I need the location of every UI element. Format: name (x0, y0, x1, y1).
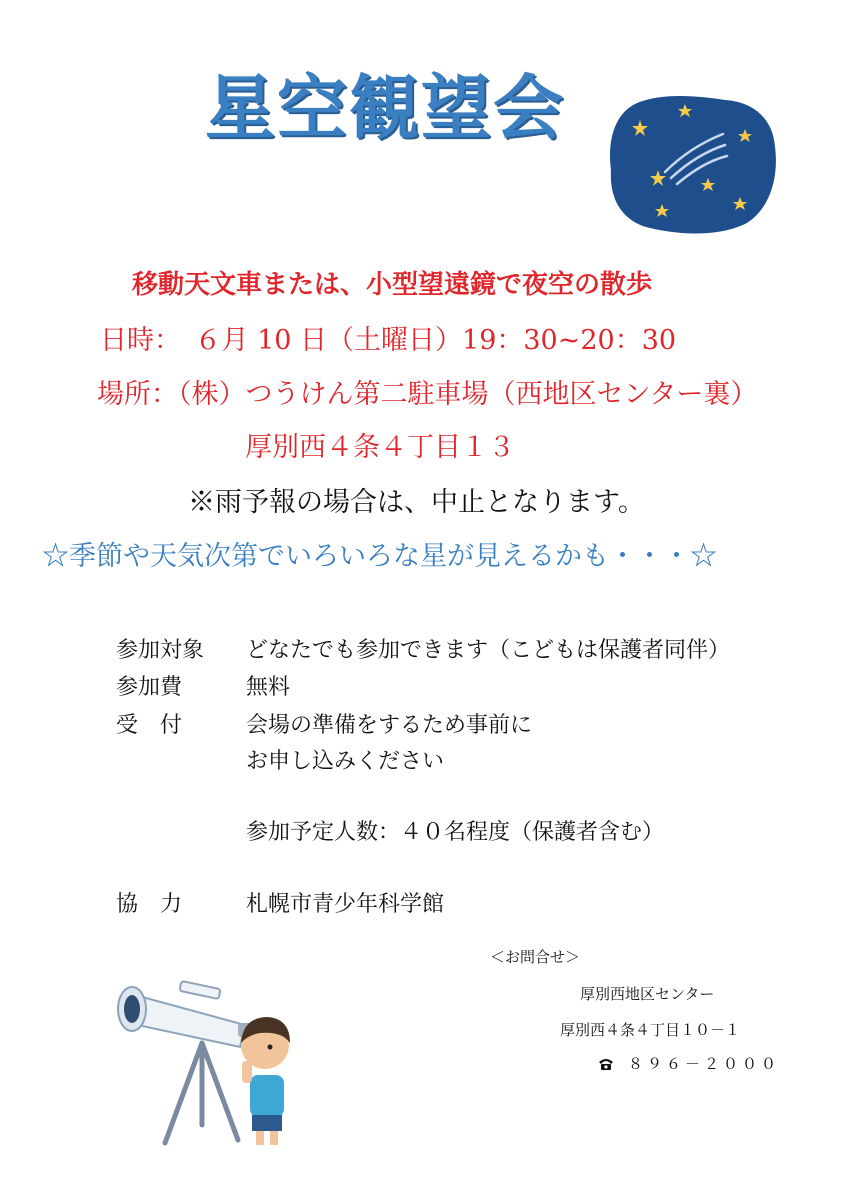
reception-value-2: お申し込みください (246, 749, 445, 774)
contact-address: 厚別西４条４丁目１０－１ (560, 1021, 741, 1039)
contact-phone: ８９６－２０００ (628, 1055, 781, 1073)
fee-label: 参加費 (116, 675, 183, 700)
capacity: 参加予定人数：４０名程度（保護者含む） (246, 820, 665, 845)
season-note: ☆季節や天気次第でいろいろな星が見えるかも・・・☆ (42, 541, 717, 572)
contact-org: 厚別西地区センター (580, 985, 715, 1003)
contact-phone-row (598, 1053, 780, 1074)
rain-notice: ※雨予報の場合は、中止となります。 (188, 487, 645, 518)
reception-label: 受 付 (116, 713, 183, 738)
cooperation-label: 協 力 (116, 892, 183, 917)
phone-icon (598, 1057, 614, 1071)
night-sky-illustration (605, 92, 780, 237)
event-subtitle: 移動天文車または、小型望遠鏡で夜空の散歩 (132, 270, 653, 300)
reception-value-1: 会場の準備をするため事前に (246, 713, 533, 738)
target-value: どなたでも参加できます（こどもは保護者同伴） (246, 638, 731, 663)
fee-value: 無料 (246, 675, 291, 700)
cooperation-value: 札幌市青少年科学館 (246, 892, 445, 917)
page-title: 星空観望会 (205, 67, 565, 149)
event-datetime: 日時： ６月 10 日（土曜日）19：30~20：30 (100, 325, 677, 356)
event-address: 厚別西４条４丁目１３ (245, 432, 515, 463)
target-label: 参加対象 (116, 638, 205, 663)
telescope-boy-illustration (110, 965, 300, 1150)
contact-heading: ＜お問合せ＞ (490, 948, 581, 966)
event-place: 場所：（株）つうけん第二駐車場（西地区センター裏） (97, 379, 758, 410)
